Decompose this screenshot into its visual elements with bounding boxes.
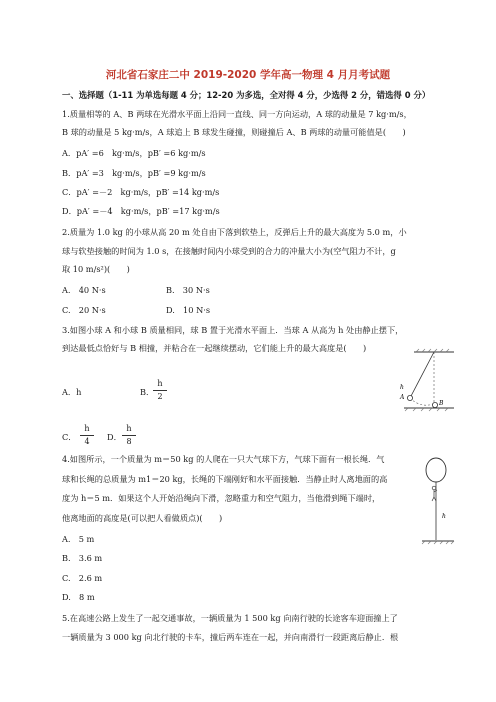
label-b: B bbox=[439, 400, 444, 407]
q2-option-c: C. 20 N·s bbox=[62, 305, 106, 315]
fraction-numerator: h bbox=[157, 379, 163, 388]
section-heading: 一、选择题（1-11 为单选每题 4 分；12-20 为多选，全对得 4 分，少选得 2 分，错选得 0 分） bbox=[62, 90, 431, 100]
fraction-denominator: 4 bbox=[84, 437, 90, 446]
q4-line-3: 度为 h＝5 m．如果这个人开始沿绳向下滑，忽略重力和空气阻力，当他滑到绳下端时， bbox=[62, 493, 381, 503]
q4-option-a: A. 5 m bbox=[62, 534, 95, 544]
q3-option-c-fraction bbox=[80, 424, 94, 447]
label-a: A bbox=[400, 394, 405, 401]
q3-option-d-fraction bbox=[122, 424, 136, 447]
q3-option-d-prefix: D． bbox=[107, 432, 122, 442]
q4-line-2: 球和长绳的总质量为 m1＝20 kg，长绳的下端刚好和水平面接触．当静止时人离地面的高 bbox=[62, 474, 388, 484]
q3-option-b-fraction bbox=[153, 379, 167, 402]
q1-option-b: B．pA′ =3 kg·m/s，pB′ =9 kg·m/s bbox=[62, 168, 206, 178]
fraction-denominator: 8 bbox=[126, 437, 132, 446]
q3-line-2: 到达最低点恰好与 B 相撞，并粘合在一起继续摆动，它们能上升的最大高度是( ) bbox=[62, 343, 367, 353]
q4-option-c: C. 2.6 m bbox=[62, 573, 103, 583]
label-h: h bbox=[400, 384, 404, 391]
q2-option-b: B. 30 N·s bbox=[166, 285, 210, 295]
q4-line-4: 他离地面的高度是(可以把人看做质点)( ) bbox=[62, 513, 223, 523]
q5-line-1: 5.在高速公路上发生了一起交通事故，一辆质量为 1 500 kg 向南行驶的长途客车迎面撞上了 bbox=[62, 613, 398, 623]
q1-line-2: B 球的动量是 5 kg·m/s，A 球追上 B 球发生碰撞，则碰撞后 A、B 两球的动量可能值是( ) bbox=[62, 127, 406, 137]
fraction-numerator: h bbox=[84, 424, 90, 433]
q2-option-d: D. 10 N·s bbox=[166, 305, 211, 315]
q2-line-2: 球与软垫接触的时间为 1.0 s，在接触时间内小球受到的合力的冲量大小为(空气阻力不计，g bbox=[62, 246, 396, 256]
q1-option-d: D．pA′ =－4 kg·m/s，pB′ =17 kg·m/s bbox=[62, 206, 220, 216]
pendulum-figure bbox=[398, 348, 456, 412]
q2-option-a: A. 40 N·s bbox=[62, 285, 106, 295]
q2-line-3: 取 10 m/s²)( ) bbox=[62, 264, 130, 274]
q1-option-a: A．pA′ =6 kg·m/s，pB′ =6 kg·m/s bbox=[62, 148, 206, 158]
q5-line-2: 一辆质量为 3 000 kg 向北行驶的卡车，撞后两车连在一起，并向南滑行一段距离后静止．根 bbox=[62, 632, 399, 642]
q3-line-1: 3.如图小球 A 和小球 B 质量相同，球 B 置于光滑水平面上．当球 A 从高为 h 处由静止摆下， bbox=[62, 325, 404, 335]
balloon-figure bbox=[420, 456, 456, 548]
q1-option-c: C．pA′ =－2 kg·m/s，pB′ =14 kg·m/s bbox=[62, 187, 220, 197]
q4-option-d: D. 8 m bbox=[62, 592, 95, 602]
q4-line-1: 4.如图所示，一个质量为 m＝50 kg 的人爬在一只大气球下方，气球下面有一根长绳．气 bbox=[62, 454, 385, 464]
fraction-denominator: 2 bbox=[157, 392, 163, 401]
q1-line-1: 1.质量相等的 A、B 两球在光滑水平面上沿同一直线、同一方向运动，A 球的动量是 7 kg·m/s， bbox=[62, 109, 412, 119]
label-h: h bbox=[442, 513, 446, 520]
q3-option-b-prefix: B． bbox=[140, 387, 155, 397]
q2-line-1: 2.质量为 1.0 kg 的小球从高 20 m 处自由下落到软垫上，反弹后上升的最大高度为 5.0 m，小 bbox=[62, 227, 407, 237]
q4-option-b: B. 3.6 m bbox=[62, 553, 103, 563]
q3-option-c-prefix: C． bbox=[62, 432, 77, 442]
q3-option-a: A．h bbox=[62, 387, 82, 397]
fraction-numerator: h bbox=[126, 424, 132, 433]
page-title: 河北省石家庄二中 2019-2020 学年高一物理 4 月月考试题 bbox=[105, 69, 391, 81]
